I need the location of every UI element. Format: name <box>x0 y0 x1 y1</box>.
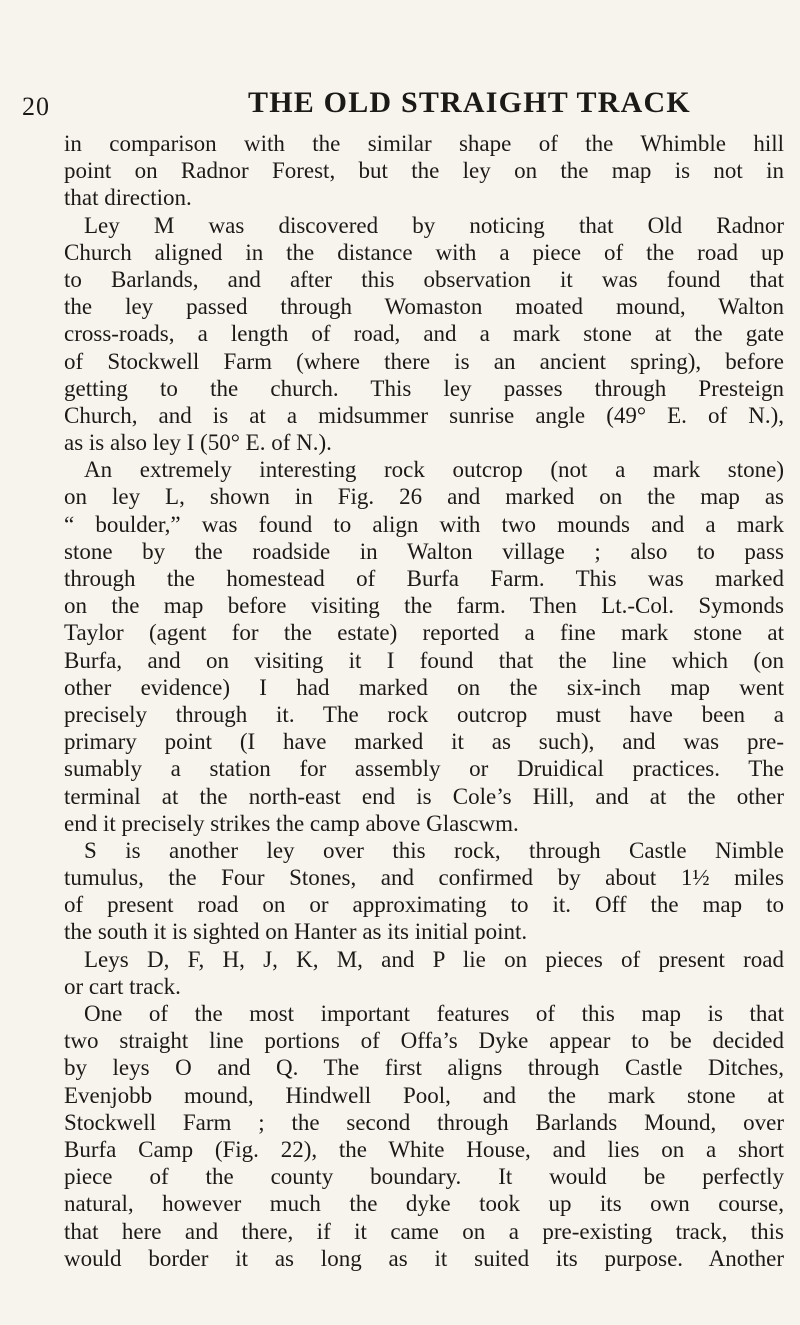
text-line: by leys O and Q. The first aligns through Castle Ditches, <box>64 1055 784 1081</box>
text-line: that here and there, if it came on a pre-existing track, this <box>64 1218 784 1244</box>
text-line: the south it is sighted on Hanter as its initial point. <box>64 919 528 945</box>
text-line: getting to the church. This ley passes through Presteign <box>64 375 784 401</box>
text-line: would border it as long as it suited its purpose. Another <box>64 1245 784 1271</box>
text-line: that direction. <box>64 185 192 211</box>
text-line: One of the most important features of this map is that <box>84 1001 784 1026</box>
text-line: sumably a station for assembly or Druidical practices. The <box>64 756 784 782</box>
text-line: of Stockwell Farm (where there is an ancient spring), before <box>64 348 784 374</box>
text-line: stone by the roadside in Walton village ; also to pass <box>64 538 784 564</box>
text-line: precisely through it. The rock outcrop must have been a <box>64 701 784 727</box>
text-line: through the homestead of Burfa Farm. This was marked <box>64 566 784 591</box>
text-line: Burfa Camp (Fig. 22), the White House, and lies on a short <box>64 1136 784 1162</box>
text-line: of present road on or approximating to it. Off the map to <box>64 892 784 918</box>
page-number: 20 <box>22 92 50 121</box>
text-line: primary point (I have marked it as such), and was pre- <box>64 729 784 755</box>
text-line: two straight line portions of Offa’s Dyke appear to be decided <box>64 1028 784 1054</box>
text-line: the ley passed through Womaston moated mound, Walton <box>64 294 784 320</box>
text-line: piece of the county boundary. It would be perfectly <box>64 1164 784 1190</box>
text-line: “ boulder,” was found to align with two mounds and a mark <box>64 511 784 537</box>
text-line: Evenjobb mound, Hindwell Pool, and the mark stone at <box>64 1082 784 1108</box>
text-line: on ley L, shown in Fig. 26 and marked on the map as <box>64 484 784 510</box>
running-title: THE OLD STRAIGHT TRACK <box>248 86 691 119</box>
text-line: as is also ley I (50° E. of N.). <box>64 430 332 456</box>
text-line: point on Radnor Forest, but the ley on the map is not in <box>64 158 784 184</box>
text-line: natural, however much the dyke took up its own course, <box>64 1191 784 1217</box>
text-line: to Barlands, and after this observation it was found that <box>64 266 784 292</box>
text-line: Ley M was discovered by noticing that Old Radnor <box>84 212 784 238</box>
text-line: Stockwell Farm ; the second through Barlands Mound, over <box>64 1109 784 1135</box>
text-line: terminal at the north-east end is Cole’s Hill, and at the other <box>64 783 784 809</box>
text-line: Church, and is at a midsummer sunrise angle (49° E. of N.), <box>64 402 784 428</box>
text-line: in comparison with the similar shape of the Whimble hill <box>64 131 784 156</box>
text-line: end it precisely strikes the camp above Glascwm. <box>64 810 519 836</box>
text-line: Taylor (agent for the estate) reported a fine mark stone at <box>64 620 784 646</box>
text-line: on the map before visiting the farm. Then Lt.-Col. Symonds <box>64 593 784 619</box>
text-line: S is another ley over this rock, through Castle Nimble <box>84 837 784 863</box>
text-line: tumulus, the Four Stones, and confirmed by about 1½ miles <box>64 865 784 891</box>
text-line: cross-roads, a length of road, and a mark stone at the gate <box>64 321 784 347</box>
text-line: other evidence) I had marked on the six-inch map went <box>64 674 784 700</box>
text-line: Burfa, and on visiting it I found that the line which (on <box>64 647 784 673</box>
body-text <box>64 130 784 1272</box>
text-line: Leys D, F, H, J, K, M, and P lie on pieces of present road <box>84 946 784 972</box>
text-line: An extremely interesting rock outcrop (not a mark stone) <box>84 457 784 483</box>
text-line: or cart track. <box>64 973 181 999</box>
text-line: Church aligned in the distance with a piece of the road up <box>64 239 784 265</box>
